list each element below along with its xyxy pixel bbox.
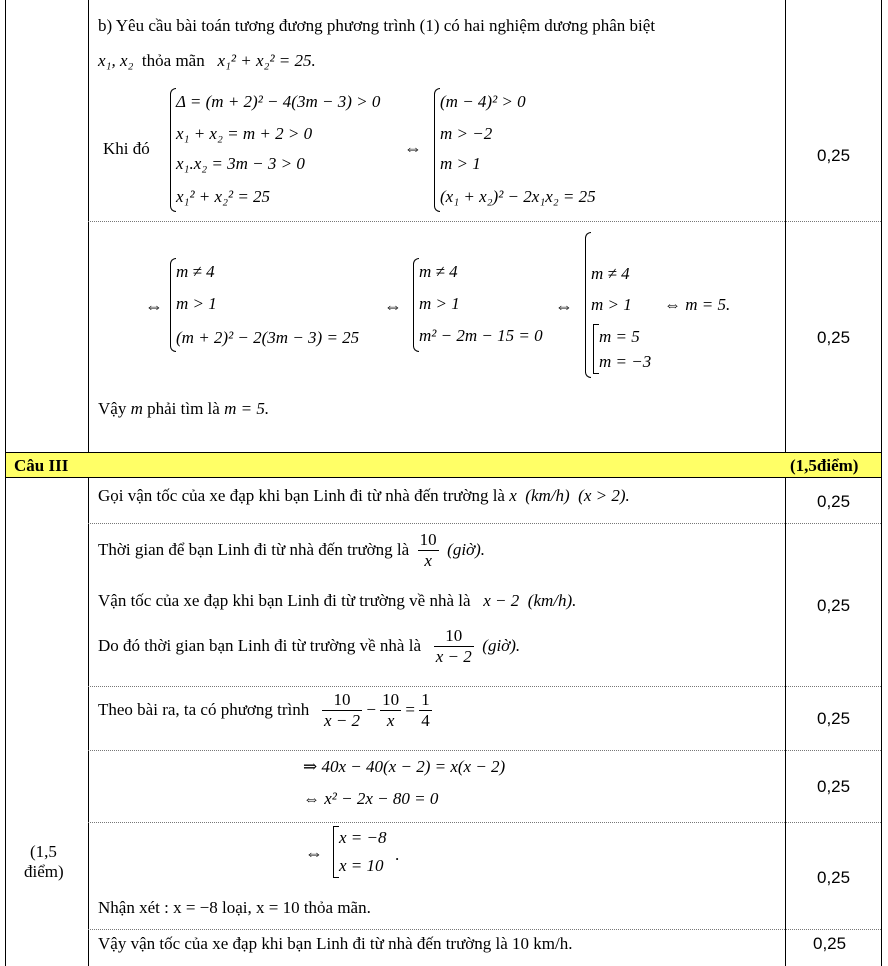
sys2-line: (m − 4)² > 0 [440, 92, 526, 111]
row-divider [5, 477, 882, 478]
fraction [418, 530, 439, 572]
score: 0,25 [817, 709, 851, 728]
row5-dot: . [395, 845, 400, 864]
table-border-left [5, 0, 6, 966]
conclusion-mid: phải tìm là [147, 399, 220, 418]
row-divider [88, 686, 881, 687]
row2-l3-unit: (giờ). [482, 635, 521, 655]
sys5-inner-line: m = −3 [599, 352, 652, 371]
conclusion-eq: m = 5. [224, 399, 270, 418]
row2-l2-expr: x − 2 [483, 591, 520, 610]
system-3 [176, 258, 386, 353]
row1-cond: (x > 2). [578, 486, 630, 505]
row-divider [88, 822, 881, 823]
denominator: x − 2 [324, 711, 361, 731]
section-title: Câu III [14, 456, 69, 475]
row6-text: Vậy vận tốc của xe đạp khi bạn Linh đi từ nhà đến trường là 10 km/h. [98, 934, 573, 953]
sys5-inner [599, 324, 659, 374]
column-divider [88, 0, 89, 452]
sys1-line: x₁² + x₂² = 25 [176, 187, 271, 206]
sys5-line: m ≠ 4 [591, 264, 630, 283]
column-divider [88, 477, 89, 966]
equiv-symbol: ⇔ [305, 843, 323, 863]
row1-unit: (km/h) [525, 486, 570, 505]
sys3-line: m ≠ 4 [176, 262, 215, 281]
sys2-line: m > 1 [440, 154, 481, 173]
sys1-line: x₁ + x₂ = m + 2 > 0 [176, 124, 313, 143]
section-points: (1,5điểm) [790, 456, 859, 475]
left-points-line2: điểm) [24, 862, 64, 881]
row2-l3-text: Do đó thời gian bạn Linh đi từ trường về nhà là [98, 635, 421, 655]
section-header-band [6, 453, 881, 477]
sys4-line: m ≠ 4 [419, 262, 458, 281]
row4-l2: ⇔ x² − 2x − 80 = 0 [303, 789, 439, 808]
system-2 [440, 88, 640, 213]
score: 0,25 [817, 777, 851, 796]
equiv-symbol: ⇔ [404, 138, 422, 158]
fraction [434, 626, 474, 668]
sys2-line: m > −2 [440, 124, 493, 143]
vars: x₁, x₂ [98, 51, 134, 70]
row-divider [88, 750, 881, 751]
left-points-line1: (1,5 [30, 842, 57, 861]
sys4-line: m > 1 [419, 294, 460, 313]
row5-sys-line: x = −8 [339, 828, 387, 847]
row3-text: Theo bài ra, ta có phương trình [98, 699, 310, 719]
row4-line1 [303, 757, 505, 777]
table-border-right [881, 0, 882, 966]
equals: = [405, 699, 415, 719]
denominator: x [424, 551, 432, 571]
row-divider [88, 523, 881, 524]
denominator: x − 2 [435, 647, 472, 667]
sys4-line: m² − 2m − 15 = 0 [419, 326, 543, 345]
numerator: 10 [418, 530, 439, 551]
fraction [380, 690, 401, 732]
system-1 [176, 88, 416, 213]
equation: x₁² + x₂² = 25. [217, 51, 316, 70]
sys2-line: (x₁ + x₂)² − 2x₁x₂ = 25 [440, 187, 596, 206]
system-4 [419, 258, 559, 353]
conclusion-pre: Vậy [98, 399, 127, 418]
sys1-line: x₁.x₂ = 3m − 3 > 0 [176, 154, 305, 173]
final-result [664, 295, 730, 315]
row2-line3 [98, 626, 520, 668]
row-divider [88, 929, 881, 930]
row1-text: Gọi vận tốc của xe đạp khi bạn Linh đi từ nhà đến trường là [98, 486, 505, 505]
denominator: 4 [421, 711, 430, 731]
row2-line2 [98, 591, 576, 611]
row3 [98, 690, 432, 732]
row5-sys-line: x = 10 [339, 856, 384, 875]
sys1-line: Δ = (m + 2)² − 4(3m − 3) > 0 [176, 92, 381, 111]
row4-l1: ⇒ 40x − 40(x − 2) = x(x − 2) [303, 757, 506, 776]
row2-line1 [98, 530, 485, 572]
conclusion-var: m [130, 399, 143, 418]
numerator: 10 [322, 690, 362, 711]
minus: − [366, 699, 376, 719]
conclusion [98, 399, 269, 419]
score: 0,25 [817, 596, 851, 615]
sys5-inner-line: m = 5 [599, 327, 640, 346]
equiv-symbol: ⇔ [145, 296, 163, 316]
text: thỏa mãn [141, 51, 205, 70]
denominator: x [386, 711, 395, 731]
score: 0,25 [813, 934, 847, 953]
row-divider [88, 221, 881, 222]
part-b-intro-line1: b) Yêu cầu bài toán tương đương phương trình (1) có hai nghiệm dương phân biệt [98, 16, 656, 35]
row1 [98, 486, 630, 506]
score: 0,25 [817, 146, 851, 165]
row5-system [339, 826, 399, 878]
row2-l1-unit: (giờ). [447, 539, 486, 559]
khi-do-label: Khi đó [103, 139, 150, 158]
row2-l2-unit: (km/h). [527, 591, 577, 610]
row4-line2 [303, 789, 438, 809]
column-divider [785, 0, 786, 452]
numerator: 1 [419, 690, 432, 711]
system-5 [591, 232, 661, 378]
sys3-line: m > 1 [176, 294, 217, 313]
part-b-intro-line2 [98, 51, 316, 71]
fraction [322, 690, 362, 732]
fraction [419, 690, 432, 732]
row5-note: Nhận xét : x = −8 loại, x = 10 thỏa mãn. [98, 898, 371, 917]
equiv-symbol: ⇔ [384, 296, 402, 316]
sys5-line: m > 1 [591, 295, 632, 314]
sys3-line: (m + 2)² − 2(3m − 3) = 25 [176, 328, 360, 347]
numerator: 10 [434, 626, 474, 647]
equiv-symbol: ⇔ [555, 296, 573, 316]
score: 0,25 [817, 868, 851, 887]
column-divider [785, 477, 786, 966]
final-equiv: ⇔ m = 5. [664, 295, 731, 314]
row1-var: x [509, 486, 517, 505]
numerator: 10 [380, 690, 401, 711]
row2-l2-text: Vận tốc của xe đạp khi bạn Linh đi từ trường về nhà là [98, 591, 471, 610]
row2-l1-text: Thời gian để bạn Linh đi từ nhà đến trường là [98, 539, 410, 559]
score: 0,25 [817, 328, 851, 347]
score: 0,25 [817, 492, 851, 511]
